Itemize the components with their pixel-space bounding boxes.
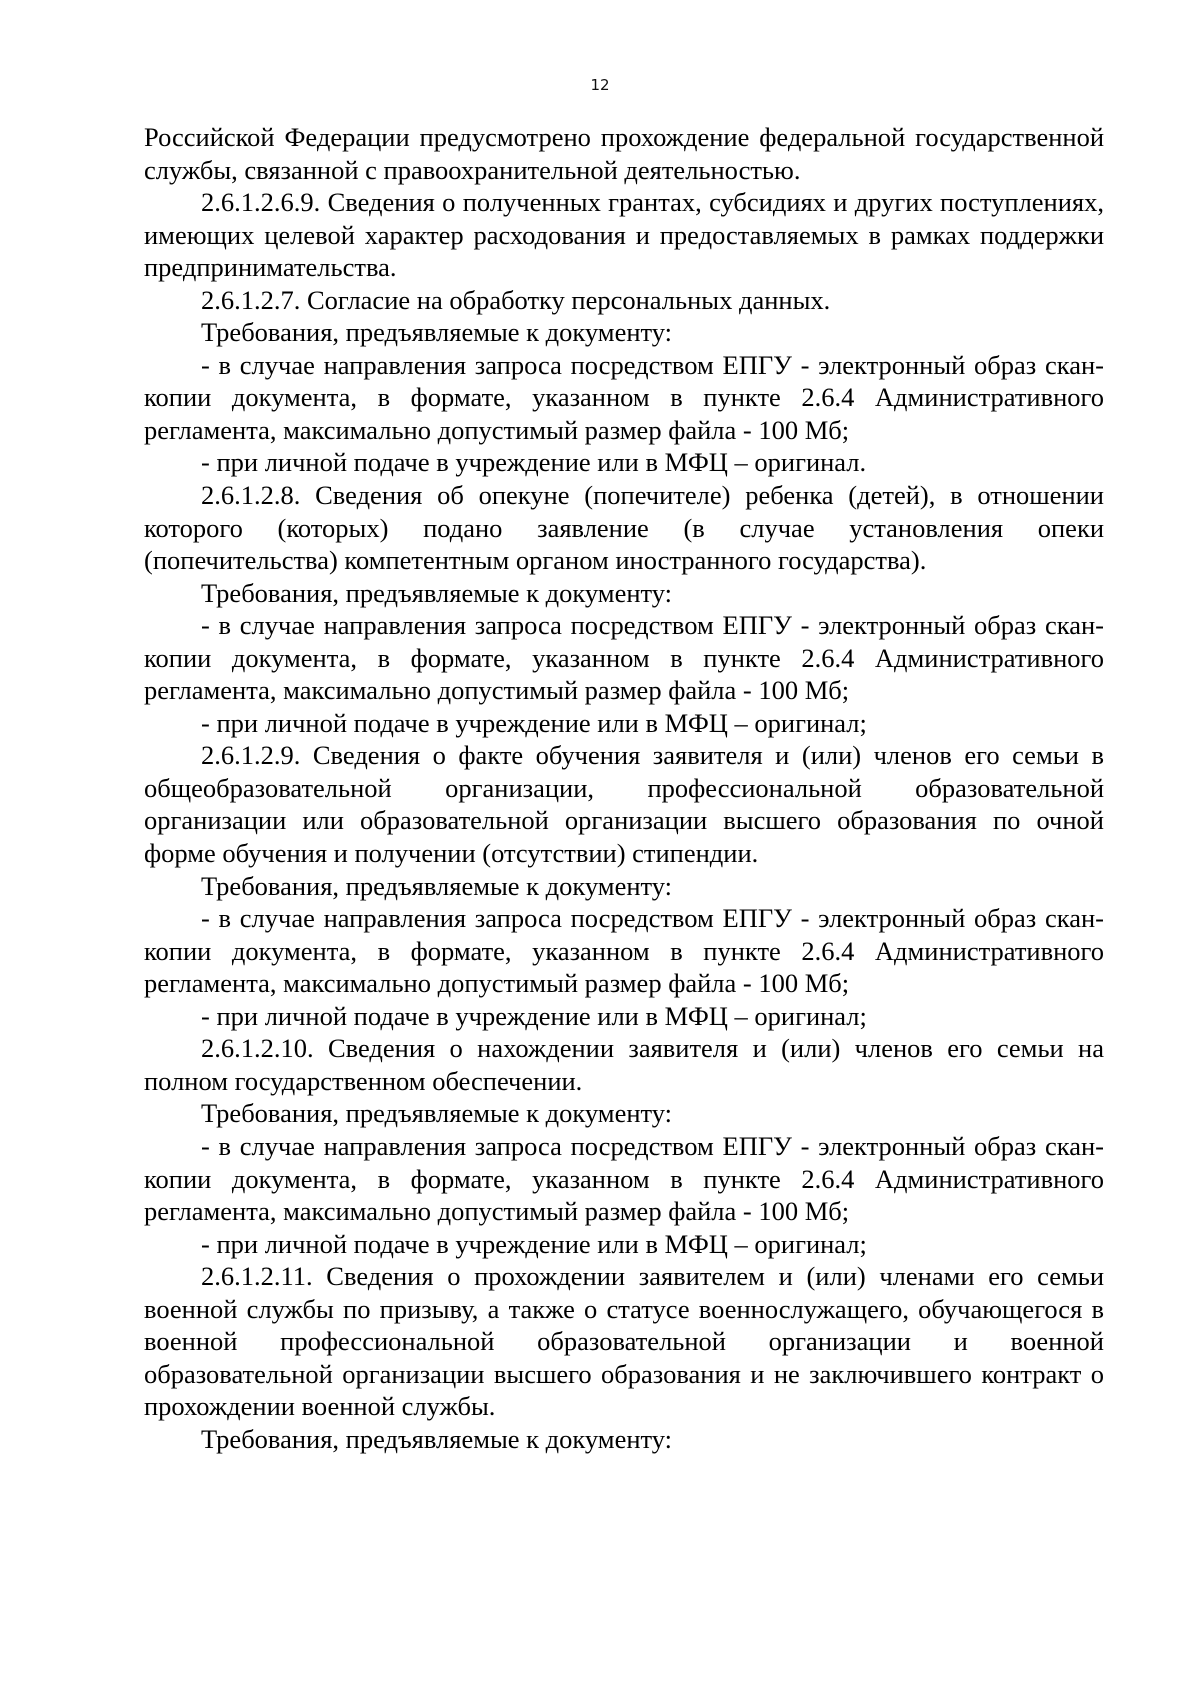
requirements-heading: Требования, предъявляемые к документу: — [201, 317, 673, 348]
paragraph-2-6-1-2-9: 2.6.1.2.9. Сведения о факте обучения заявителя и (или) членов его семьи в общеобразовательной организации, профессиональной образовательной организации или образовательной организации высшего образования по очной форме обучения и получении (отсутствии) стипендии. — [144, 740, 1104, 869]
paragraph-2-6-1-2-8: 2.6.1.2.8. Сведения об опекуне (попечителе) ребенка (детей), в отношении которого (которых) подано заявление (в случае установления опеки (попечительства) компетентным органом иностранного государства). — [144, 480, 1104, 576]
paragraph-2-6-1-2-11: 2.6.1.2.11. Сведения о прохождении заявителем и (или) членами его семьи военной службы по призыву, а также о статусе военнослужащего, обучающегося в военной профессиональной образовательной организации и военной образовательной организации высшего образования и не заключившего контракт о прохождении военной службы. — [144, 1261, 1104, 1422]
paragraph-2-6-1-2-7: 2.6.1.2.7. Согласие на обработку персональных данных. — [201, 284, 831, 315]
paragraph-2-6-1-2-6-9: 2.6.1.2.6.9. Сведения о полученных грантах, субсидиях и других поступлениях, имеющих целевой характер расходования и предоставляемых в рамках поддержки предпринимательства. — [144, 187, 1104, 283]
requirement-in-person: - при личной подаче в учреждение или в МФЦ – оригинал. — [201, 447, 867, 478]
requirement-in-person: - при личной подаче в учреждение или в МФЦ – оригинал; — [201, 1228, 867, 1259]
requirement-epgu: - в случае направления запроса посредством ЕПГУ - электронный образ скан-копии документа, в формате, указанном в пункте 2.6.4 Административного регламента, максимально допустимый размер файла - 100 Мб; — [144, 1130, 1104, 1227]
requirement-epgu: - в случае направления запроса посредством ЕПГУ - электронный образ скан-копии документа, в формате, указанном в пункте 2.6.4 Административного регламента, максимально допустимый размер файла - 100 Мб; — [144, 349, 1104, 445]
requirements-heading: Требования, предъявляемые к документу: — [201, 870, 673, 901]
requirements-heading: Требования, предъявляемые к документу: — [201, 577, 673, 608]
requirement-epgu: - в случае направления запроса посредством ЕПГУ - электронный образ скан-копии документа, в формате, указанном в пункте 2.6.4 Административного регламента, максимально допустимый размер файла - 100 Мб; — [144, 903, 1104, 999]
requirement-in-person: - при личной подаче в учреждение или в МФЦ – оригинал; — [201, 707, 867, 738]
page-number: 12 — [590, 76, 610, 94]
requirement-in-person: - при личной подаче в учреждение или в МФЦ – оригинал; — [201, 1000, 867, 1031]
requirements-heading: Требования, предъявляемые к документу: — [201, 1423, 673, 1454]
requirement-epgu: - в случае направления запроса посредством ЕПГУ - электронный образ скан-копии документа, в формате, указанном в пункте 2.6.4 Административного регламента, максимально допустимый размер файла - 100 Мб; — [144, 610, 1104, 706]
requirements-heading: Требования, предъявляемые к документу: — [201, 1098, 673, 1129]
document-body — [144, 121, 1104, 1455]
paragraph-2-6-1-2-10: 2.6.1.2.10. Сведения о нахождении заявителя и (или) членов его семьи на полном государственном обеспечении. — [144, 1033, 1104, 1096]
paragraph-continuation: Российской Федерации предусмотрено прохождение федеральной государственной службы, связанной с правоохранительной деятельностью. — [144, 122, 1104, 185]
